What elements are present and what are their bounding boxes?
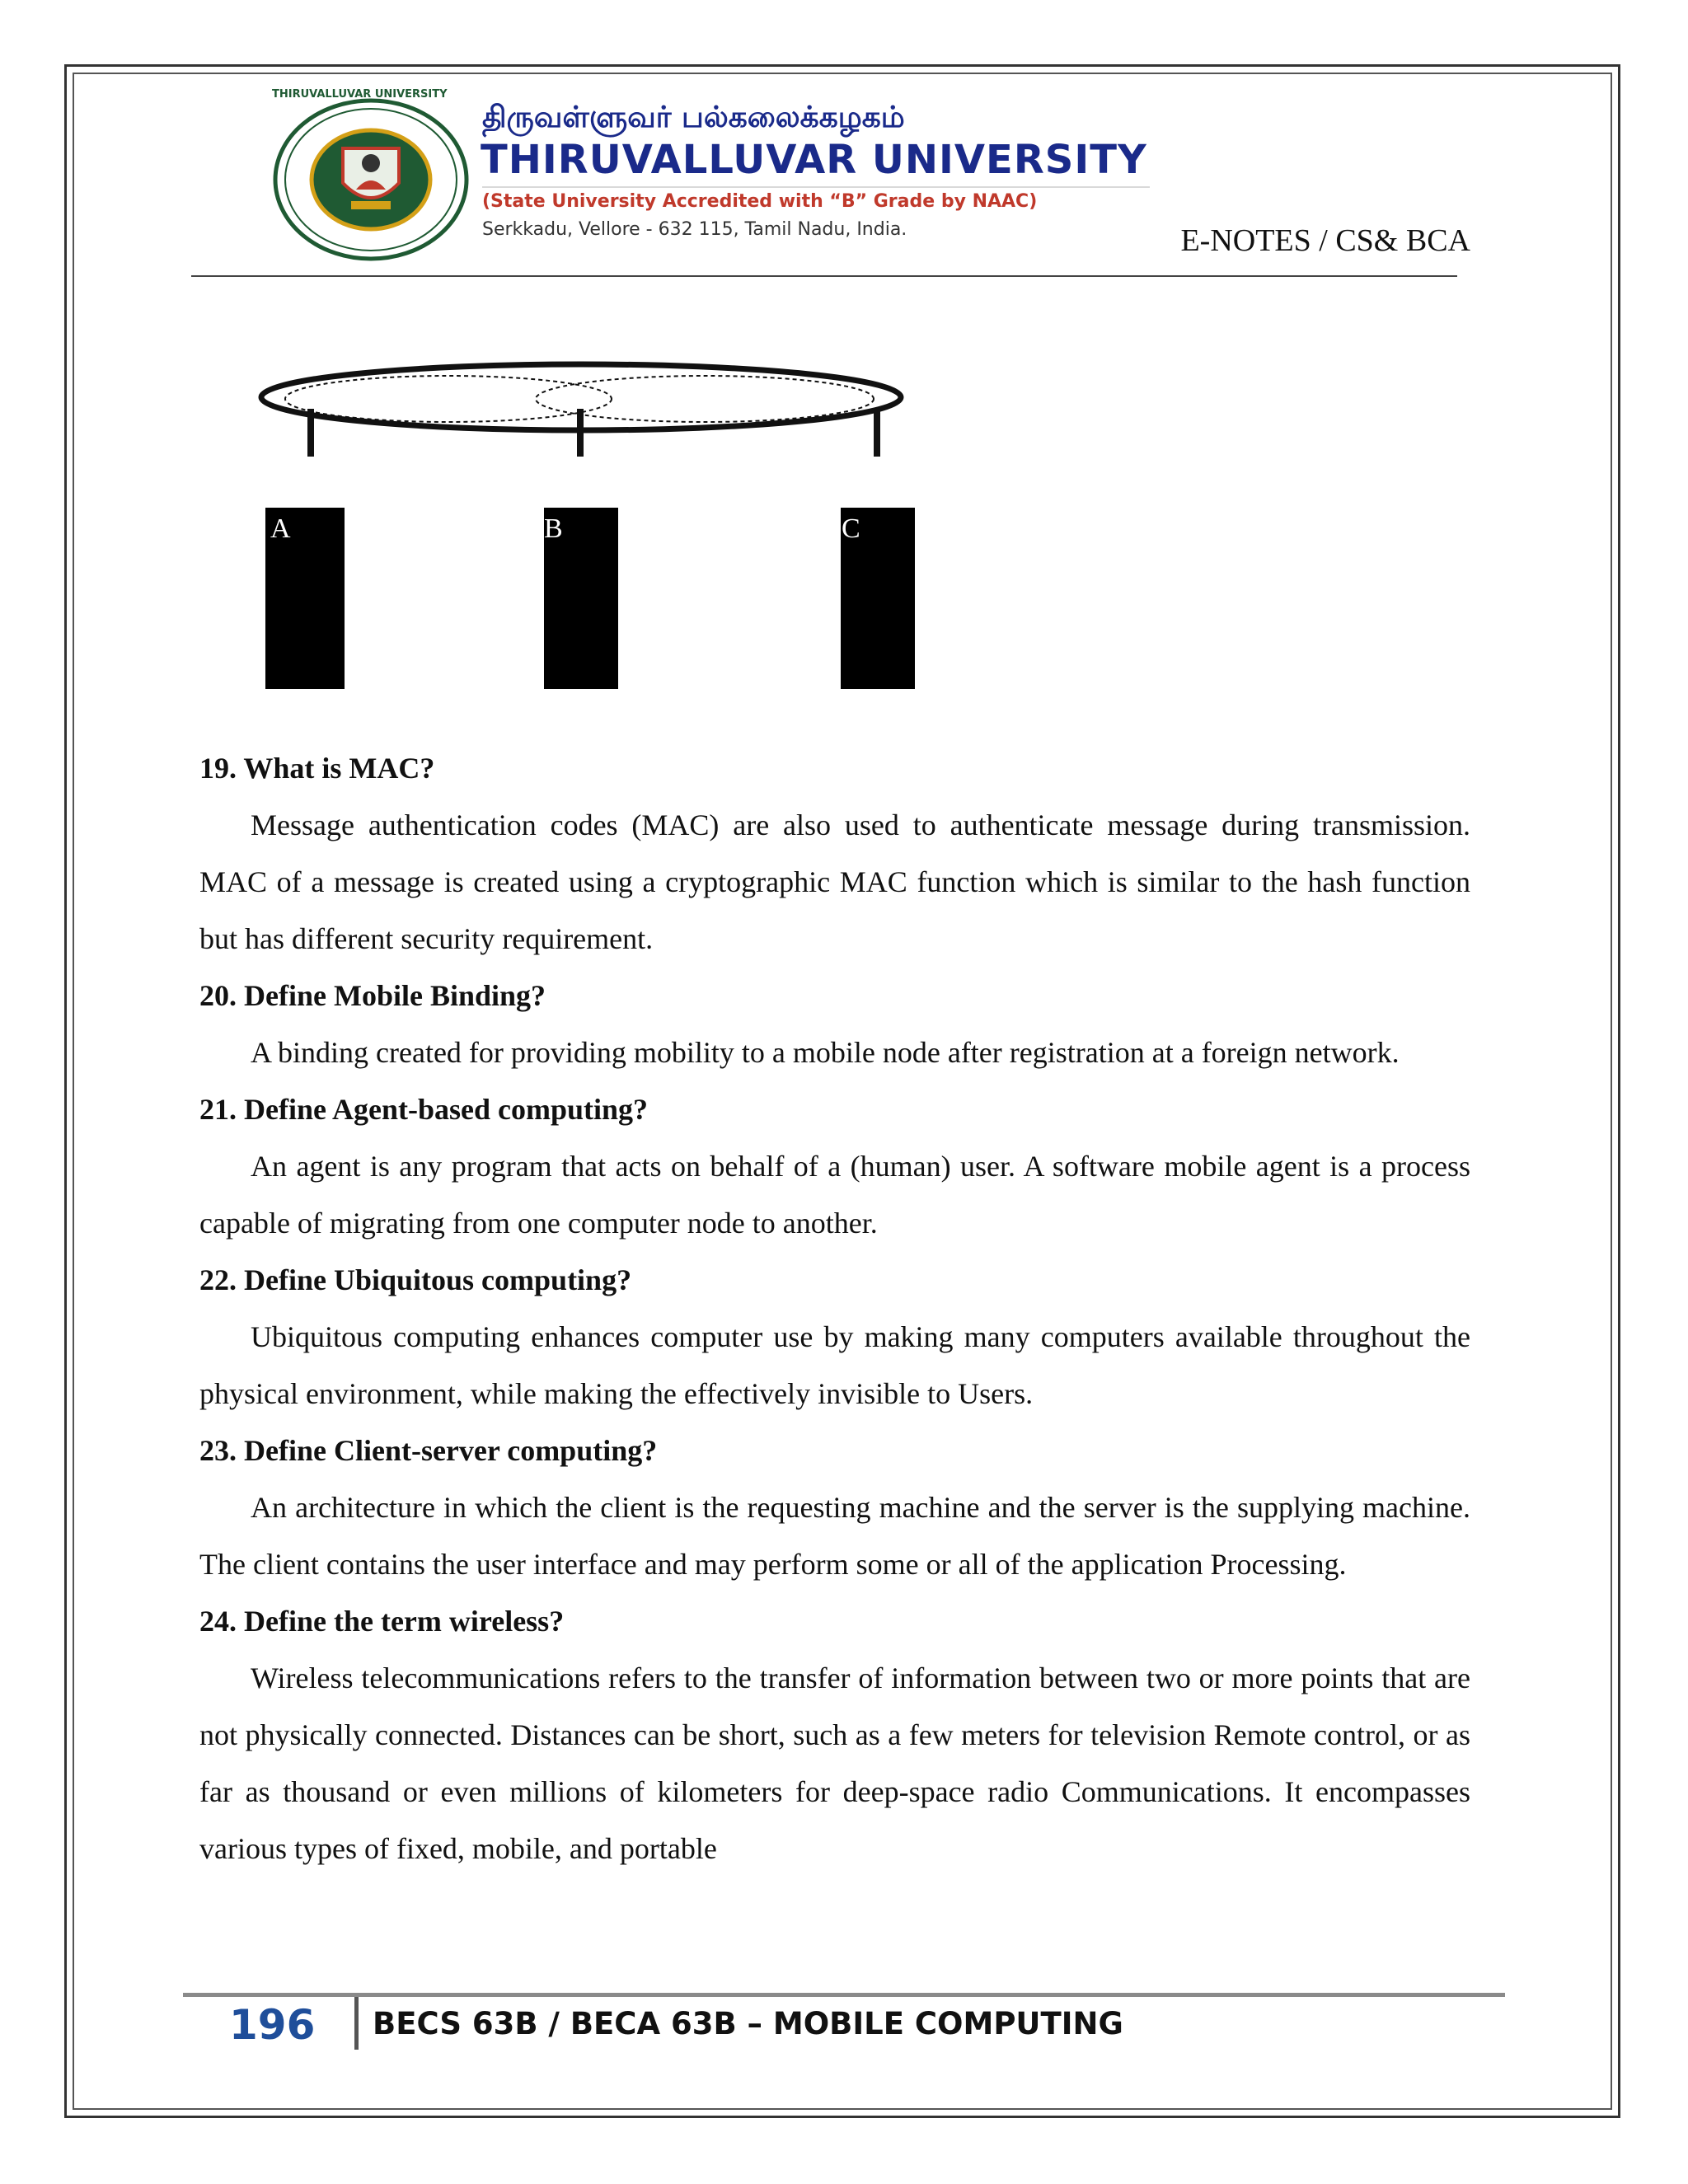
accreditation-text: (State University Accredited with “B” Grade by NAAC) bbox=[482, 191, 1038, 212]
question-24: 24. Define the term wireless? bbox=[199, 1605, 565, 1638]
university-name: THIRUVALLUVAR UNIVERSITY bbox=[481, 137, 1147, 183]
node-a-label: A bbox=[270, 513, 291, 544]
node-b-label: B bbox=[544, 513, 563, 544]
answer-20: A binding created for providing mobility to a mobile node after registration at a foreign network. bbox=[251, 1036, 1400, 1069]
page-number: 196 bbox=[229, 2001, 316, 2049]
question-22: 22. Define Ubiquitous computing? bbox=[199, 1263, 632, 1296]
answer-23: An architecture in which the client is the requesting machine and the server is the supplying machine. The client contains the user interface and may perform some or all of the application Processing. bbox=[199, 1491, 1470, 1581]
university-logo bbox=[272, 88, 470, 262]
coverage-ellipse-right bbox=[536, 376, 874, 422]
header-divider-short bbox=[482, 186, 1150, 188]
footer-divider bbox=[183, 1993, 1505, 1997]
question-19: 19. What is MAC? bbox=[199, 752, 435, 785]
answer-19: Message authentication codes (MAC) are also used to authenticate message during transmission. MAC of a message is created using a cryptographic MAC function which is similar to the hash function but has different security requirement. bbox=[199, 808, 1470, 955]
answer-22: Ubiquitous computing enhances computer use by making many computers available throughout the physical environment, while making the effectively invisible to Users. bbox=[199, 1320, 1470, 1410]
answer-21: An agent is any program that acts on behalf of a (human) user. A software mobile agent is a process capable of migrating from one computer node to another. bbox=[199, 1150, 1470, 1240]
question-20: 20. Define Mobile Binding? bbox=[199, 979, 546, 1012]
document-tag: E-NOTES / CS& BCA bbox=[1180, 223, 1470, 258]
answer-24: Wireless telecommunications refers to the transfer of information between two or more points that are not physically connected. Distances can be short, such as a few meters for television Remote control, or as far as thousand or even millions of kilometers for deep-space radio Communications. It encompasses various types of fixed, mobile, and portable bbox=[199, 1661, 1470, 1865]
logo-text: THIRUVALLUVAR UNIVERSITY bbox=[272, 88, 448, 101]
question-21: 21. Define Agent-based computing? bbox=[199, 1093, 649, 1126]
network-diagram bbox=[247, 346, 940, 692]
university-tamil-name: திருவள்ளுவர் பல்கலைக்கழகம் bbox=[482, 101, 905, 134]
coverage-ellipse-left bbox=[285, 376, 612, 422]
node-c-label: C bbox=[842, 513, 860, 544]
course-title: BECS 63B / BECA 63B – MOBILE COMPUTING bbox=[373, 2006, 1123, 2041]
header-divider bbox=[191, 275, 1457, 277]
university-address: Serkkadu, Vellore - 632 115, Tamil Nadu, India. bbox=[482, 219, 907, 240]
footer-separator bbox=[354, 1997, 359, 2050]
question-23: 23. Define Client-server computing? bbox=[199, 1434, 658, 1467]
notes-content bbox=[199, 740, 1470, 1877]
